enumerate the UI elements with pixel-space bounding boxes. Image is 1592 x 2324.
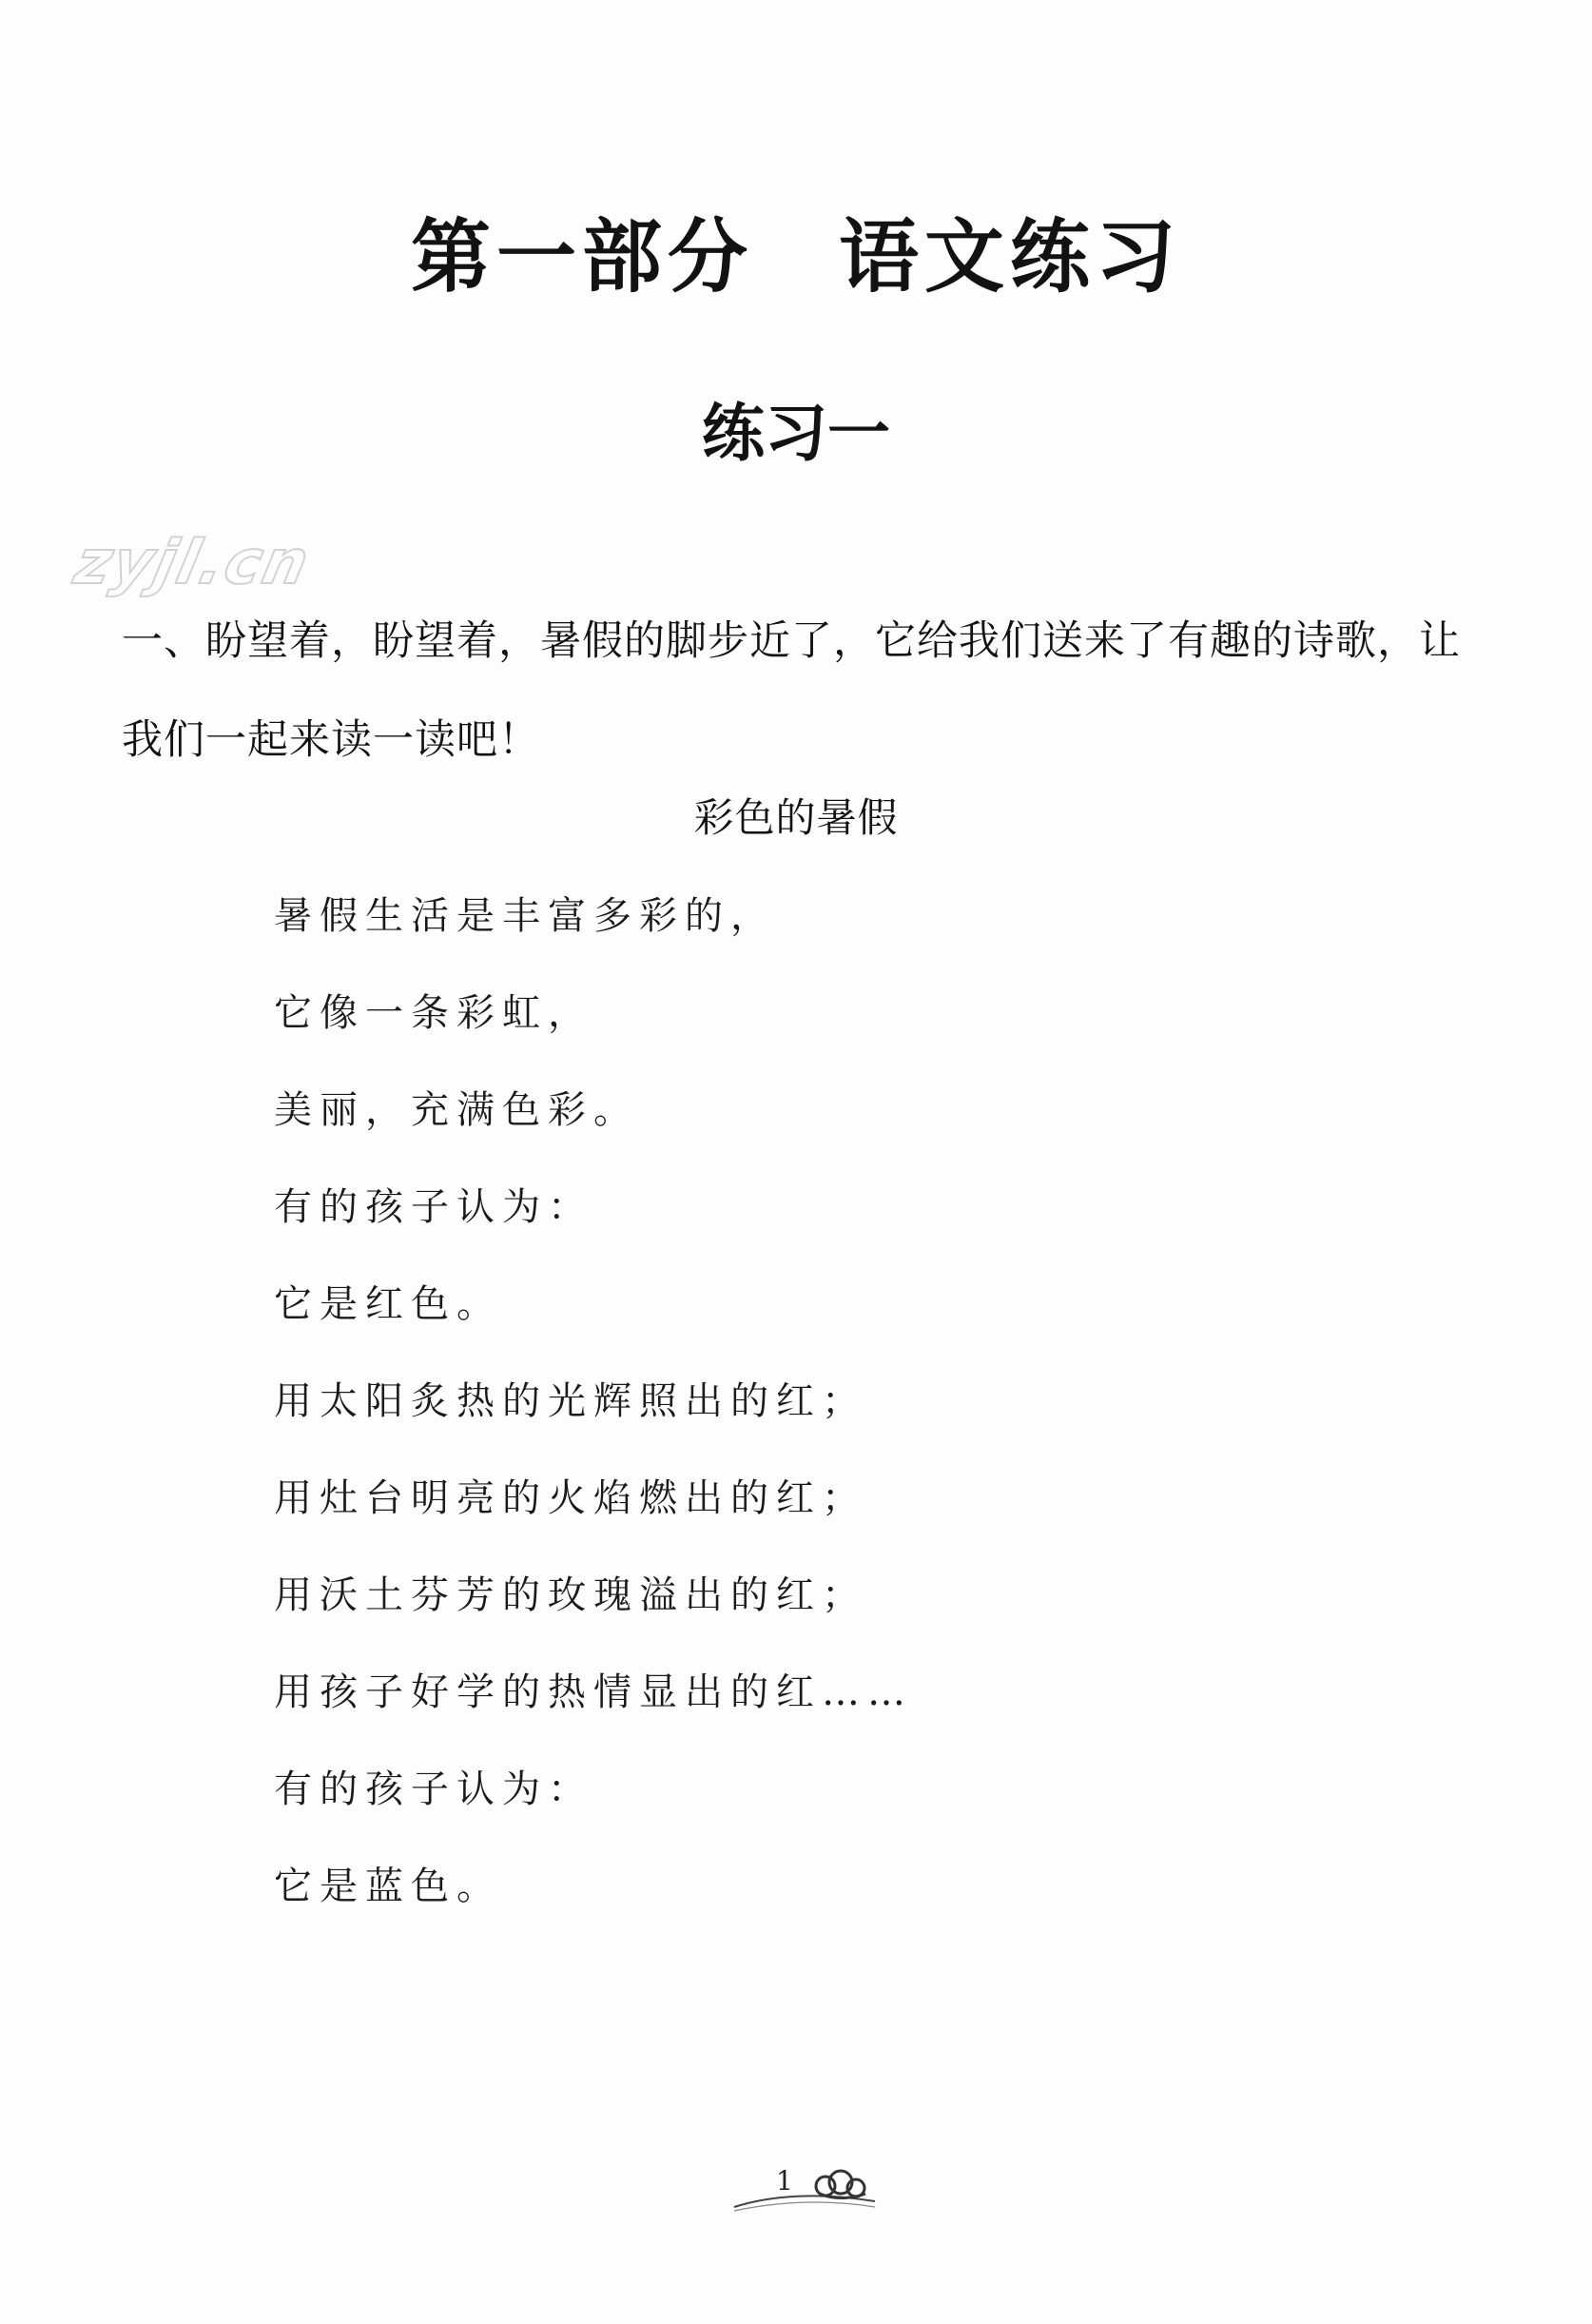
- page-footer: [0, 2158, 1592, 2224]
- question-prompt: 一、盼望着，盼望着，暑假的脚步近了，它给我们送来了有趣的诗歌，让我们一起来读一读吧！: [122, 617, 1461, 764]
- poem-line: 暑假生活是丰富多彩的，: [274, 894, 776, 938]
- poem-line: 它是蓝色。: [274, 1865, 502, 1908]
- cloud-swirl-icon: [732, 2158, 884, 2215]
- exercise-title: 练习一: [702, 396, 890, 470]
- page-number: 1: [776, 2165, 793, 2197]
- poem-title: 彩色的暑假: [693, 794, 899, 841]
- part-title: 第一部分 语文练习: [410, 210, 1181, 303]
- poem-line: 用灶台明亮的火焰燃出的红；: [274, 1476, 867, 1520]
- poem-line: 有的孩子认为：: [274, 1185, 593, 1229]
- poem-line: 有的孩子认为：: [274, 1767, 593, 1811]
- poem-line: 它像一条彩虹，: [274, 991, 593, 1035]
- poem-line: 美丽，充满色彩。: [274, 1088, 639, 1132]
- poem-line: 用沃土芬芳的玫瑰溢出的红；: [274, 1573, 867, 1617]
- poem-body: [274, 883, 913, 1950]
- poem-line: 用太阳炙热的光辉照出的红；: [274, 1379, 867, 1423]
- watermark: zyjl.cn: [68, 528, 317, 598]
- poem-line: 用孩子好学的热情显出的红……: [274, 1670, 913, 1714]
- poem-line: 它是红色。: [274, 1282, 502, 1326]
